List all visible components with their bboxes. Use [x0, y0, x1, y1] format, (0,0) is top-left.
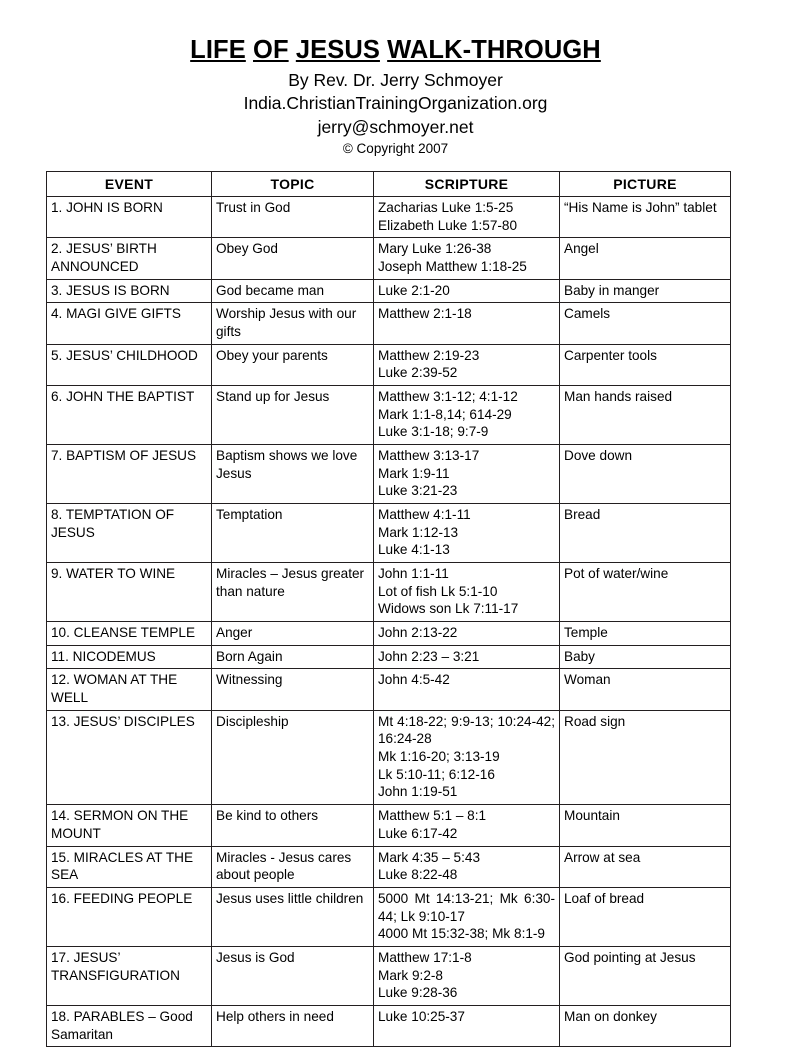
cell-line: John 2:13-22	[378, 625, 458, 641]
cell-line: Joseph Matthew 1:18-25	[378, 259, 527, 275]
cell-scripture	[374, 386, 560, 445]
cell-scripture	[374, 645, 560, 669]
cell-picture	[560, 622, 731, 646]
table-row	[47, 197, 731, 238]
cell-scripture	[374, 197, 560, 238]
table-row	[47, 710, 731, 804]
cell-line: Baptism shows we love Jesus	[216, 448, 358, 481]
copyright-line: © Copyright 2007	[342, 140, 449, 156]
cell-line: 1. JOHN IS BORN	[51, 200, 163, 215]
cell-line: Witnessing	[216, 672, 283, 688]
cell-line: Matthew 4:1-11	[378, 507, 471, 523]
cell-line: Baby	[564, 648, 595, 664]
cell-line: Mk 1:16-20; 3:13-19	[378, 749, 500, 765]
cell-topic	[212, 645, 374, 669]
cell-line: Be kind to others	[216, 808, 319, 824]
cell-picture	[560, 445, 731, 504]
cell-line: Help others in need	[216, 1008, 334, 1024]
cell-event	[47, 1005, 212, 1046]
cell-scripture	[374, 445, 560, 504]
title-word: OF	[253, 36, 289, 64]
cell-line: Woman	[564, 672, 611, 688]
column-header-topic: TOPIC	[212, 171, 374, 196]
cell-line: Dove down	[564, 448, 633, 464]
cell-line: Carpenter tools	[564, 347, 657, 363]
cell-topic	[212, 1005, 374, 1046]
cell-line: Matthew 3:13-17	[378, 448, 480, 464]
cell-topic	[212, 622, 374, 646]
table-row	[47, 344, 731, 385]
cell-line: 10. CLEANSE TEMPLE	[51, 625, 196, 641]
website-line: India.ChristianTrainingOrganization.org	[243, 93, 548, 114]
cell-topic	[212, 563, 374, 622]
column-header-picture: PICTURE	[560, 171, 731, 196]
table-body	[47, 197, 731, 1047]
cell-line: Worship Jesus with our gifts	[216, 306, 357, 340]
table-row	[47, 445, 731, 504]
cell-scripture	[374, 710, 560, 804]
title-word: WALK-THROUGH	[387, 36, 601, 64]
author-byline: By Rev. Dr. Jerry Schmoyer	[288, 70, 503, 91]
cell-event	[47, 710, 212, 804]
cell-picture	[560, 386, 731, 445]
cell-event	[47, 846, 212, 887]
cell-topic	[212, 197, 374, 238]
table-row	[47, 1005, 731, 1046]
cell-scripture	[374, 887, 560, 946]
cell-scripture	[374, 946, 560, 1005]
cell-picture	[560, 805, 731, 846]
cell-scripture	[374, 504, 560, 563]
cell-line: Luke 6:17-42	[378, 825, 458, 841]
cell-topic	[212, 805, 374, 846]
cell-line: God pointing at Jesus	[564, 949, 696, 965]
cell-event	[47, 563, 212, 622]
table-row	[47, 669, 731, 710]
cell-line: John 4:5-42	[378, 672, 450, 688]
cell-event	[47, 197, 212, 238]
cell-line: Mary Luke 1:26-38	[378, 241, 492, 257]
cell-picture	[560, 563, 731, 622]
cell-line: Temptation	[216, 507, 283, 523]
cell-line: 17. JESUS’ TRANSFIGURATION	[51, 949, 180, 983]
cell-line: Luke 9:28-36	[378, 985, 458, 1001]
table-row	[47, 386, 731, 445]
table-row	[47, 279, 731, 303]
column-header-scripture: SCRIPTURE	[374, 171, 560, 196]
title-word: JESUS	[295, 36, 380, 64]
cell-line: Matthew 2:1-18	[378, 306, 472, 322]
cell-topic	[212, 303, 374, 344]
cell-line: Mountain	[564, 808, 620, 824]
cell-line: Lk 5:10-11; 6:12-16	[378, 766, 495, 782]
cell-line: Elizabeth Luke 1:57-80	[378, 217, 518, 233]
cell-line: 16. FEEDING PEOPLE	[51, 890, 193, 906]
cell-picture	[560, 710, 731, 804]
cell-event	[47, 238, 212, 279]
cell-picture	[560, 197, 731, 238]
cell-scripture	[374, 563, 560, 622]
cell-line: 4000 Mt 15:32-38; Mk 8:1-9	[378, 926, 545, 942]
cell-line: Trust in God	[216, 200, 291, 215]
cell-line: God became man	[216, 282, 325, 298]
cell-line: John 1:1-11	[378, 566, 449, 582]
cell-line: Matthew 2:19-23	[378, 347, 480, 363]
cell-picture	[560, 669, 731, 710]
page-title	[0, 36, 791, 65]
cell-scripture	[374, 303, 560, 344]
cell-event	[47, 622, 212, 646]
column-header-event: EVENT	[47, 171, 212, 196]
cell-line: Matthew 17:1-8	[378, 949, 472, 965]
cell-line: John 1:19-51	[378, 784, 458, 800]
title-word: LIFE	[190, 36, 246, 64]
cell-event	[47, 669, 212, 710]
cell-topic	[212, 504, 374, 563]
cell-line: Pot of water/wine	[564, 566, 669, 582]
table-row	[47, 946, 731, 1005]
cell-picture	[560, 238, 731, 279]
cell-line: John 2:23 – 3:21	[378, 648, 480, 664]
cell-event	[47, 946, 212, 1005]
table-row	[47, 622, 731, 646]
cell-event	[47, 445, 212, 504]
cell-scripture	[374, 669, 560, 710]
document-header	[0, 0, 791, 158]
cell-line: Loaf of bread	[564, 890, 645, 906]
cell-line: Angel	[564, 241, 599, 257]
cell-line: Luke 2:1-20	[378, 282, 450, 298]
cell-picture	[560, 1005, 731, 1046]
table-row	[47, 846, 731, 887]
table-row	[47, 563, 731, 622]
lesson-table	[46, 171, 731, 1047]
cell-scripture	[374, 805, 560, 846]
cell-line: 8. TEMPTATION OF JESUS	[51, 507, 175, 540]
cell-event	[47, 887, 212, 946]
cell-topic	[212, 279, 374, 303]
cell-topic	[212, 238, 374, 279]
cell-line: Obey God	[216, 241, 278, 257]
cell-scripture	[374, 279, 560, 303]
cell-line: Mark 1:12-13	[378, 524, 459, 540]
cell-event	[47, 386, 212, 445]
cell-line: Mt 4:18-22; 9:9-13; 10:24-42; 16:24-28	[378, 713, 555, 747]
table-header-row	[47, 171, 731, 196]
cell-line: Zacharias Luke 1:5-25	[378, 200, 514, 215]
table-row	[47, 887, 731, 946]
cell-picture	[560, 887, 731, 946]
cell-line: Discipleship	[216, 713, 289, 729]
cell-line: Jesus uses little children	[216, 890, 364, 906]
cell-line: 12. WOMAN AT THE WELL	[51, 672, 178, 706]
cell-line: Mark 4:35 – 5:43	[378, 849, 481, 865]
cell-topic	[212, 710, 374, 804]
cell-picture	[560, 846, 731, 887]
cell-topic	[212, 669, 374, 710]
cell-line: 18. PARABLES – Good Samaritan	[51, 1008, 193, 1042]
lesson-table-container	[0, 171, 791, 1047]
cell-line: Matthew 5:1 – 8:1	[378, 808, 487, 824]
cell-line: Temple	[564, 625, 608, 641]
cell-event	[47, 344, 212, 385]
cell-line: Anger	[216, 625, 253, 641]
cell-line: 11. NICODEMUS	[51, 648, 156, 664]
cell-event	[47, 645, 212, 669]
cell-line: Man hands raised	[564, 389, 673, 405]
cell-line: 9. WATER TO WINE	[51, 566, 176, 582]
cell-line: Baby in manger	[564, 282, 660, 298]
cell-picture	[560, 645, 731, 669]
cell-line: 7. BAPTISM OF JESUS	[51, 448, 197, 464]
cell-topic	[212, 946, 374, 1005]
cell-line: Man on donkey	[564, 1008, 657, 1024]
table-row	[47, 303, 731, 344]
cell-line: 13. JESUS’ DISCIPLES	[51, 713, 195, 729]
cell-scripture	[374, 1005, 560, 1046]
cell-line: Born Again	[216, 648, 283, 664]
cell-line: Luke 3:21-23	[378, 483, 458, 499]
cell-line: “His Name is John” tablet	[564, 200, 717, 215]
table-row	[47, 805, 731, 846]
cell-line: 5000 Mt 14:13-21; Mk 6:30-44; Lk 9:10-17	[378, 890, 555, 924]
cell-line: 6. JOHN THE BAPTIST	[51, 389, 195, 405]
cell-line: 14. SERMON ON THE MOUNT	[51, 808, 189, 841]
table-row	[47, 645, 731, 669]
cell-line: Obey your parents	[216, 347, 328, 363]
cell-line: Bread	[564, 507, 601, 523]
cell-topic	[212, 445, 374, 504]
cell-topic	[212, 887, 374, 946]
email-line: jerry@schmoyer.net	[317, 116, 474, 137]
cell-line: Luke 10:25-37	[378, 1008, 465, 1024]
cell-topic	[212, 386, 374, 445]
table-row	[47, 504, 731, 563]
cell-line: 4. MAGI GIVE GIFTS	[51, 306, 181, 322]
cell-event	[47, 805, 212, 846]
cell-line: Mark 9:2-8	[378, 967, 443, 983]
cell-picture	[560, 946, 731, 1005]
cell-line: Mark 1:1-8,14; 614-29	[378, 406, 512, 422]
cell-scripture	[374, 238, 560, 279]
cell-line: 2. JESUS’ BIRTH ANNOUNCED	[51, 241, 157, 275]
cell-line: Miracles – Jesus greater than nature	[216, 566, 365, 599]
cell-line: Jesus is God	[216, 949, 295, 965]
cell-scripture	[374, 344, 560, 385]
cell-line: Luke 3:1-18; 9:7-9	[378, 424, 489, 440]
cell-event	[47, 504, 212, 563]
cell-line: Widows son Lk 7:11-17	[378, 601, 519, 617]
cell-event	[47, 279, 212, 303]
cell-line: Arrow at sea	[564, 849, 641, 865]
table-row	[47, 238, 731, 279]
cell-line: 3. JESUS IS BORN	[51, 282, 170, 298]
cell-line: Mark 1:9-11	[378, 465, 450, 481]
cell-line: Lot of fish Lk 5:1-10	[378, 583, 498, 599]
cell-line: Road sign	[564, 713, 626, 729]
cell-topic	[212, 344, 374, 385]
cell-line: 15. MIRACLES AT THE SEA	[51, 849, 194, 883]
cell-line: Camels	[564, 306, 611, 322]
cell-topic	[212, 846, 374, 887]
cell-line: Matthew 3:1-12; 4:1-12	[378, 389, 518, 405]
cell-line: Stand up for Jesus	[216, 389, 330, 405]
cell-line: Luke 2:39-52	[378, 365, 458, 381]
cell-picture	[560, 344, 731, 385]
cell-picture	[560, 303, 731, 344]
cell-picture	[560, 279, 731, 303]
cell-scripture	[374, 846, 560, 887]
cell-event	[47, 303, 212, 344]
cell-scripture	[374, 622, 560, 646]
table-head	[47, 171, 731, 196]
cell-line: Luke 4:1-13	[378, 542, 450, 558]
cell-line: Miracles - Jesus cares about people	[216, 849, 352, 883]
cell-picture	[560, 504, 731, 563]
cell-line: Luke 8:22-48	[378, 867, 458, 883]
cell-line: 5. JESUS’ CHILDHOOD	[51, 347, 198, 363]
